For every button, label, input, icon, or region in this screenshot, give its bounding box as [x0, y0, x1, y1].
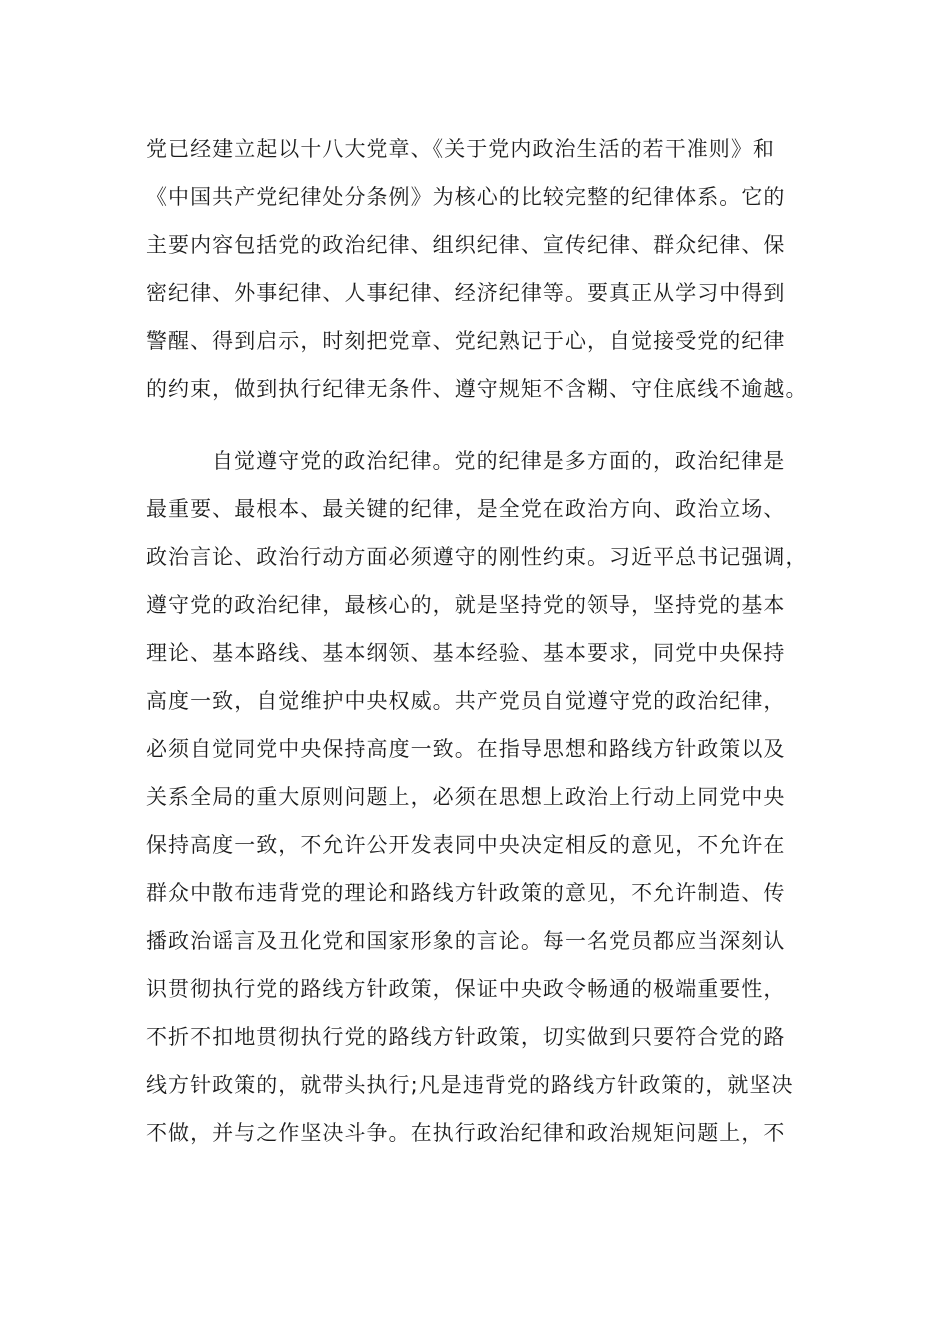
text-line: 保持高度一致，不允许公开发表同中央决定相反的意见，不允许在: [146, 833, 786, 857]
paragraph-2: [146, 437, 806, 1157]
text-line: 关系全局的重大原则问题上，必须在思想上政治上行动上同党中央: [146, 785, 786, 809]
text-line: 政治言论、政治行动方面必须遵守的刚性约束。习近平总书记强调，: [146, 545, 808, 569]
text-line: 识贯彻执行党的路线方针政策，保证中央政令畅通的极端重要性，: [146, 977, 786, 1001]
text-line: 高度一致，自觉维护中央权威。共产党员自觉遵守党的政治纪律，: [146, 689, 786, 713]
text-line: 不做，并与之作坚决斗争。在执行政治纪律和政治规矩问题上，不: [146, 1121, 786, 1145]
text-line: 不折不扣地贯彻执行党的路线方针政策，切实做到只要符合党的路: [146, 1025, 786, 1049]
paragraph-1: [146, 125, 806, 413]
text-line: 警醒、得到启示，时刻把党章、党纪熟记于心，自觉接受党的纪律: [146, 329, 786, 353]
text-line: 主要内容包括党的政治纪律、组织纪律、宣传纪律、群众纪律、保: [146, 233, 786, 257]
text-line: 党已经建立起以十八大党章、《关于党内政治生活的若干准则》和: [146, 137, 775, 161]
text-line: 遵守党的政治纪律，最核心的，就是坚持党的领导，坚持党的基本: [146, 593, 786, 617]
text-line: 必须自觉同党中央保持高度一致。在指导思想和路线方针政策以及: [146, 737, 786, 761]
text-line: 《中国共产党纪律处分条例》为核心的比较完整的纪律体系。它的: [146, 185, 786, 209]
text-line: 线方针政策的，就带头执行;凡是违背党的路线方针政策的，就坚决: [146, 1073, 794, 1097]
text-line: 密纪律、外事纪律、人事纪律、经济纪律等。要真正从学习中得到: [146, 281, 786, 305]
text-line: 的约束，做到执行纪律无条件、遵守规矩不含糊、守住底线不逾越。: [146, 377, 808, 401]
text-line: 理论、基本路线、基本纲领、基本经验、基本要求，同党中央保持: [146, 641, 786, 665]
text-line: 最重要、最根本、最关键的纪律，是全党在政治方向、政治立场、: [146, 497, 786, 521]
text-line: 群众中散布违背党的理论和路线方针政策的意见，不允许制造、传: [146, 881, 786, 905]
text-line: 播政治谣言及丑化党和国家形象的言论。每一名党员都应当深刻认: [146, 929, 786, 953]
text-line: 自觉遵守党的政治纪律。党的纪律是多方面的，政治纪律是: [212, 449, 786, 473]
